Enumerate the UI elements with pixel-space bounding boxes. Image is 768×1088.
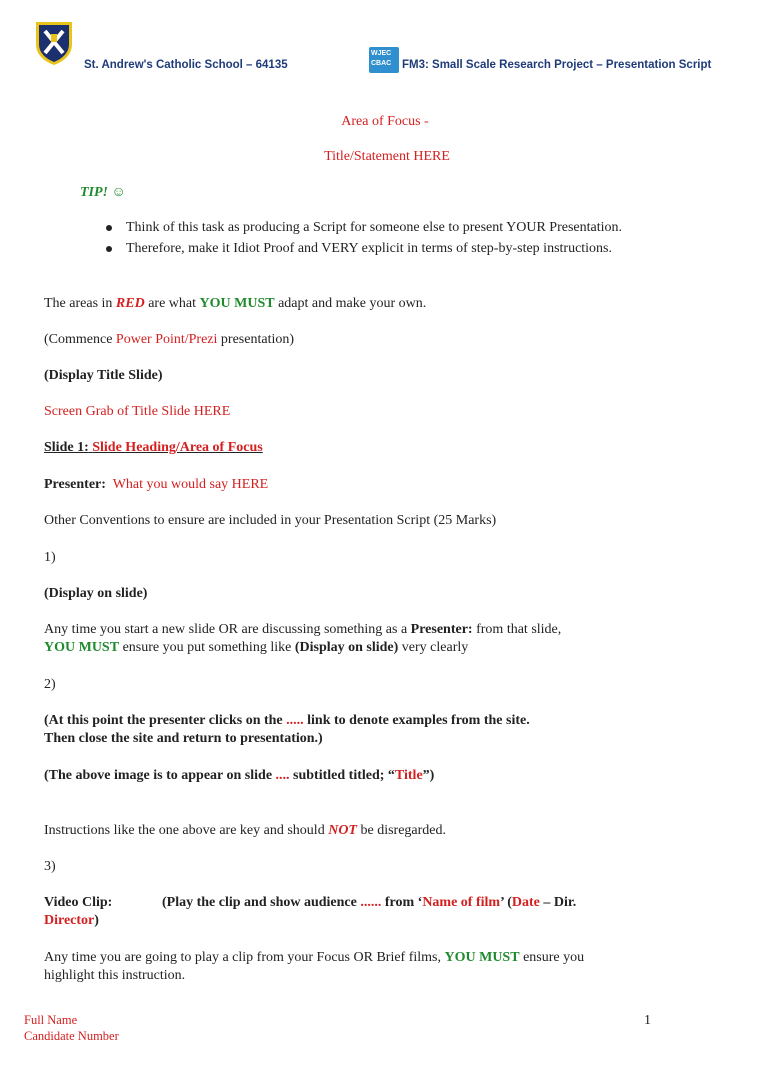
presenter-line: Presenter: What you would say HERE [44, 477, 269, 492]
page-number: 1 [644, 1013, 651, 1028]
wjec-logo-text-2: CBAC [371, 60, 392, 67]
display-on-slide: (Display on slide) [44, 586, 148, 601]
instructions-line: Instructions like the one above are key and should NOT be disregarded. [44, 823, 447, 838]
number-2: 2) [44, 677, 56, 692]
above-image-line: (The above image is to appear on slide .... subtitled titled; “Title”) [44, 768, 435, 783]
areas-in-red-line: The areas in RED are what YOU MUST adapt and make your own. [44, 296, 427, 311]
commence-line: (Commence Power Point/Prezi presentation) [44, 332, 295, 347]
area-of-focus-title: Area of Focus - [341, 114, 429, 129]
wjec-logo [369, 47, 399, 73]
clip-instruction-line: Any time you are going to play a clip from your Focus OR Brief films, YOU MUST ensure you [44, 950, 585, 965]
tip-bullet-2: Therefore, make it Idiot Proof and VERY explicit in terms of step-by-step instructions. [126, 241, 613, 256]
clip-instruction-line-2: highlight this instruction. [44, 968, 186, 983]
bullet-dot [106, 246, 112, 252]
screen-grab-placeholder: Screen Grab of Title Slide HERE [44, 404, 231, 419]
video-clip-label: Video Clip: [44, 895, 113, 910]
title-statement: Title/Statement HERE [324, 149, 450, 164]
video-clip-instruction: (Play the clip and show audience ...... from ‘Name of film’ (Date – Dir. [162, 895, 577, 910]
slide-1-heading: Slide 1: Slide Heading/Area of Focus [44, 440, 263, 455]
at-this-point-line: (At this point the presenter clicks on the ..... link to denote examples from the site. [44, 713, 530, 728]
video-clip-director: Director) [44, 913, 99, 928]
tip-bullet-1: Think of this task as producing a Script for someone else to present YOUR Presentation. [126, 220, 622, 235]
new-slide-instruction: Any time you start a new slide OR are discussing something as a Presenter: from that slide, [44, 622, 562, 637]
new-slide-instruction-2: YOU MUST ensure you put something like (Display on slide) very clearly [44, 640, 469, 655]
footer-candidate-number: Candidate Number [24, 1029, 119, 1043]
school-crest-logo [34, 20, 74, 66]
conventions-line: Other Conventions to ensure are included in your Presentation Script (25 Marks) [44, 513, 497, 528]
bullet-dot [106, 225, 112, 231]
school-name: St. Andrew's Catholic School – 64135 [84, 59, 288, 71]
display-title-slide: (Display Title Slide) [44, 368, 163, 383]
tip-label: TIP! ☺ [80, 185, 126, 200]
wjec-logo-text-1: WJEC [371, 50, 392, 57]
close-site-line: Then close the site and return to presentation.) [44, 731, 323, 746]
footer-full-name: Full Name [24, 1013, 78, 1027]
course-title: FM3: Small Scale Research Project – Presentation Script [402, 59, 712, 71]
number-1: 1) [44, 550, 56, 565]
number-3: 3) [44, 859, 56, 874]
